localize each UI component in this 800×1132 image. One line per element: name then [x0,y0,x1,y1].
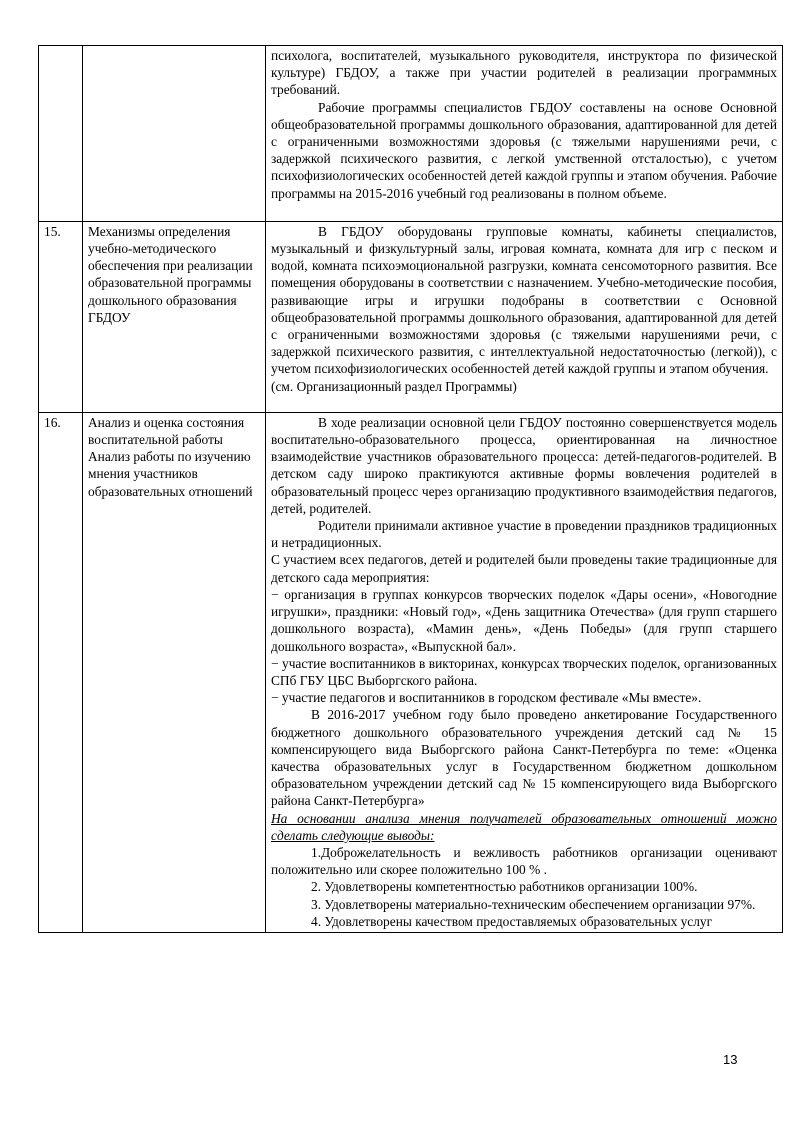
row-title: Анализ и оценка состояния воспитательной работы Анализ работы по изучению мнения участников образовательных отношений [83,412,266,932]
row-title: Механизмы определения учебно-методического обеспечения при реализации образовательной программы дошкольного образования ГБДОУ [83,221,266,412]
list-item: − организация в группах конкурсов творческих поделок «Дары осени», «Новогодние игрушки», праздники: «Новый год», «День защитника Отечества» (для групп старшего дошкольного возраста), «Мамин день», «День Победы» (для групп старшего дошкольного возраста», «Выпускной бал». [271,586,777,654]
paragraph: С участием всех педагогов, детей и родителей были проведены такие традиционные для детского сада мероприятия: [271,552,777,585]
row-number: 15. [39,221,83,412]
paragraph: Родители принимали активное участие в проведении праздников традиционных и нетрадиционных. [271,518,777,551]
document-table [38,45,783,933]
paragraph: (см. Организационный раздел Программы) [271,378,517,394]
paragraph: В ГБДОУ оборудованы групповые комнаты, кабинеты специалистов, музыкальный и физкультурный залы, игровая комната, комната для игр с песком и водой, комната психоэмоциональной разгрузки, комната сенсомоторного развития. Все помещения оборудованы в соответствии с назначением. Учебно-методические пособия, развивающие игры и игрушки подобраны в соответствии с Основной общеобразовательной программы дошкольного образования, адаптированной для детей с ограниченными возможностями здоровья (с тяжелыми нарушениями речи, с задержкой психического развития, с интеллектуальной недостаточностью (легкой)), с учетом психофизиологических особенностей детей каждой группы и этапом обучения. [271,223,777,377]
row-content [266,221,783,412]
row-content [266,46,783,222]
paragraph: В ходе реализации основной цели ГБДОУ постоянно совершенствуется модель воспитательно-образовательного процесса, ориентированная на личностное взаимодействие участников образовательного процесса: детей-педагогов-родителей. В детском саду широко практикуются активные формы вовлечения родителей в образовательный процесс через организацию продуктивного взаимодействия педагогов, детей, родителей. [271,414,777,516]
paragraph: психолога, воспитателей, музыкального руководителя, инструктора по физической культуре) ГБДОУ, а также при участии родителей в реализации программных требований. [271,48,777,98]
row-title [83,46,266,222]
row-number: 16. [39,412,83,932]
table-row [39,221,783,412]
paragraph: 1.Доброжелательность и вежливость работников организации оценивают положительно или скорее положительно 100 % . [271,844,777,878]
table-row [39,46,783,222]
list-item: − участие воспитанников в викторинах, конкурсах творческих поделок, организованных СПб ГБУ ЦБС Выборгского района. [271,655,777,688]
paragraph: 2. Удовлетворены компетентностью работников организации 100%. [311,879,698,895]
paragraph: В 2016-2017 учебном году было проведено анкетирование Государственного бюджетного дошкольного образовательного учреждения детский сад № 15 компенсирующего вида Выборгского района Санкт-Петербурга по теме: «Оценка качества образовательных услуг в Государственном бюджетном дошкольном образовательном учреждении детский сад № 15 компенсирующего вида Выборгского района Санкт-Петербурга» [271,707,777,809]
paragraph: 3. Удовлетворены материально-техническим обеспечением организации 97%. [311,896,756,912]
table-row [39,412,783,932]
row-content [266,412,783,932]
row-number [39,46,83,222]
paragraph-heading: На основании анализа мнения получателей образовательных отношений можно сделать следующие выводы: [271,810,777,843]
list-item: − участие педагогов и воспитанников в городском фестивале «Мы вместе». [271,690,702,706]
paragraph: Рабочие программы специалистов ГБДОУ составлены на основе Основной общеобразовательной программы дошкольного образования, адаптированной для детей с ограниченными возможностями здоровья (с тяжелыми нарушениями речи, с задержкой психического развития, с легкой умственной отсталостью), с учетом психофизиологических особенностей детей каждой группы и этапом обучения. Рабочие программы на 2015-2016 учебный год реализованы в полном объеме. [271,99,777,201]
paragraph: 4. Удовлетворены качеством предоставляемых образовательных услуг [311,913,713,929]
page-number: 13 [723,1052,738,1067]
